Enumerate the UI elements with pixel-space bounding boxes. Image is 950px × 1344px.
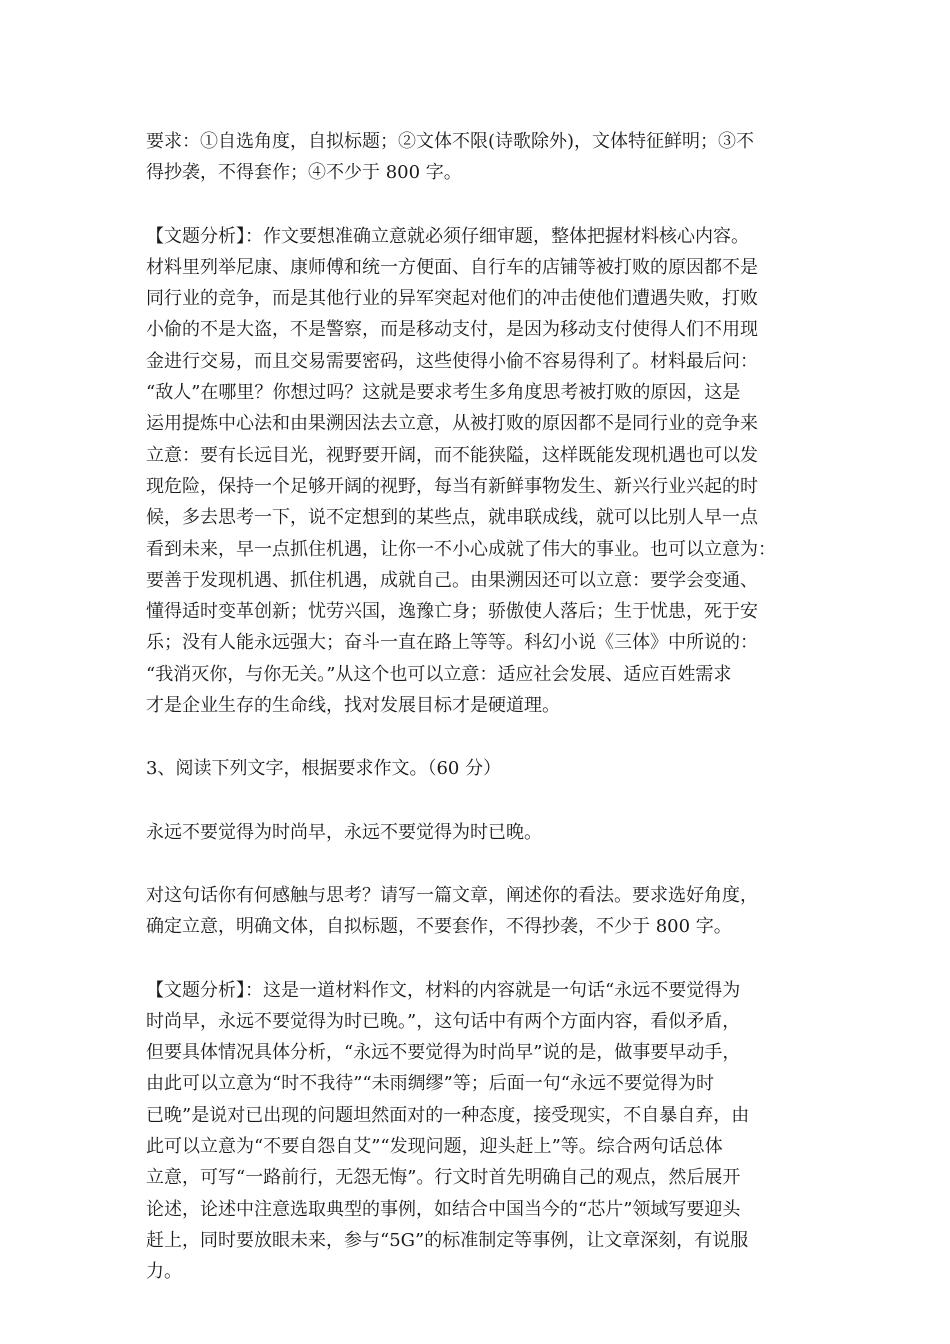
text-line: 才是企业生存的生命线，找对发展目标才是硬道理。 <box>146 695 560 717</box>
text-line: 永远不要觉得为时尚早，永远不要觉得为时已晚。 <box>146 821 542 843</box>
text-line: 得抄袭，不得套作；④不少于 800 字。 <box>146 162 462 184</box>
text-line: 要求：①自选角度，自拟标题；②文体不限(诗歌除外)，文体特征鲜明；③不 <box>146 131 755 152</box>
text-line: “敌人”在哪里？你想过吗？这就是要求考生多角度思考被打败的原因，这是 <box>146 382 741 404</box>
text-line: 材料里列举尼康、康师傅和统一方便面、自行车的店铺等被打败的原因都不是 <box>146 256 758 278</box>
text-line: 现危险，保持一个足够开阔的视野，每当有新鲜事物发生、新兴行业兴起的时 <box>146 475 758 497</box>
text-line: 由此可以立意为“时不我待”“未雨绸缪”等；后面一句“永远不要觉得为时 <box>146 1073 715 1095</box>
text-line: 论述，论述中注意选取典型的事例，如结合中国当今的“芯片”领域写要迎头 <box>146 1198 741 1220</box>
text-line: 3、阅读下列文字，根据要求作文。（60 分） <box>146 758 502 780</box>
text-line: “我消灭你，与你无关。”从这个也可以立意：适应社会发展、适应百姓需求 <box>146 663 732 685</box>
prompt-paragraph <box>146 880 808 943</box>
text-line: 懂得适时变革创新；忧劳兴国，逸豫亡身；骄傲使人落后；生于忧患，死于安 <box>146 601 758 623</box>
question-3-heading <box>146 753 808 784</box>
text-line: 【文题分析】：作文要想准确立意就必须仔细审题，整体把握材料核心内容。 <box>146 225 749 247</box>
text-line: 立意，可写“一路前行，无怨无悔”。行文时首先明确自己的观点，然后展开 <box>146 1167 741 1189</box>
text-line: 要善于发现机遇、抓住机遇，成就自己。由果溯因还可以立意：要学会变通、 <box>146 569 758 591</box>
text-line: 运用提炼中心法和由果溯因法去立意，从被打败的原因都不是同行业的竞争来 <box>146 413 758 435</box>
text-line: 但要具体情况具体分析，“永远不要觉得为时尚早”说的是，做事要早动手， <box>146 1042 741 1064</box>
text-line: 乐；没有人能永远强大；奋斗一直在路上等等。科幻小说《三体》中所说的： <box>146 632 758 654</box>
document-page <box>146 126 808 1288</box>
text-line: 同行业的竞争，而是其他行业的异军突起对他们的冲击使他们遭遇失败，打败 <box>146 288 758 310</box>
analysis-paragraph-2 <box>146 975 808 1288</box>
analysis-paragraph-1 <box>146 221 808 722</box>
quote-paragraph <box>146 817 808 848</box>
text-line: 金进行交易，而且交易需要密码，这些使得小偷不容易得利了。材料最后问： <box>146 350 758 372</box>
text-line: 确定立意，明确文体，自拟标题，不要套作，不得抄袭，不少于 800 字。 <box>146 916 732 938</box>
text-line: 小偷的不是大盗，不是警察，而是移动支付，是因为移动支付使得人们不用现 <box>146 319 758 341</box>
text-line: 对这句话你有何感触与思考？请写一篇文章，阐述你的看法。要求选好角度， <box>146 884 758 906</box>
requirements-paragraph <box>146 126 808 189</box>
text-line: 看到未来，早一点抓住机遇，让你一不小心成就了伟大的事业。也可以立意为： <box>146 538 776 560</box>
text-line: 力。 <box>146 1261 182 1283</box>
text-line: 立意：要有长远目光，视野要开阔，而不能狭隘，这样既能发现机遇也可以发 <box>146 444 758 466</box>
text-line: 已晚”是说对已出现的问题坦然面对的一种态度，接受现实，不自暴自弃，由 <box>146 1104 750 1126</box>
text-line: 赶上，同时要放眼未来，参与“5G”的标准制定等事例，让文章深刻，有说服 <box>146 1229 749 1251</box>
text-line: 此可以立意为“不要自怨自艾”“发现问题，迎头赶上”等。综合两句话总体 <box>146 1136 723 1158</box>
text-line: 时尚早，永远不要觉得为时已晚。”，这句话中有两个方面内容，看似矛盾， <box>146 1010 741 1032</box>
text-line: 【文题分析】：这是一道材料作文，材料的内容就是一句话“永远不要觉得为 <box>146 979 741 1001</box>
text-line: 候，多去思考一下，说不定想到的某些点，就串联成线，就可以比别人早一点 <box>146 507 758 529</box>
